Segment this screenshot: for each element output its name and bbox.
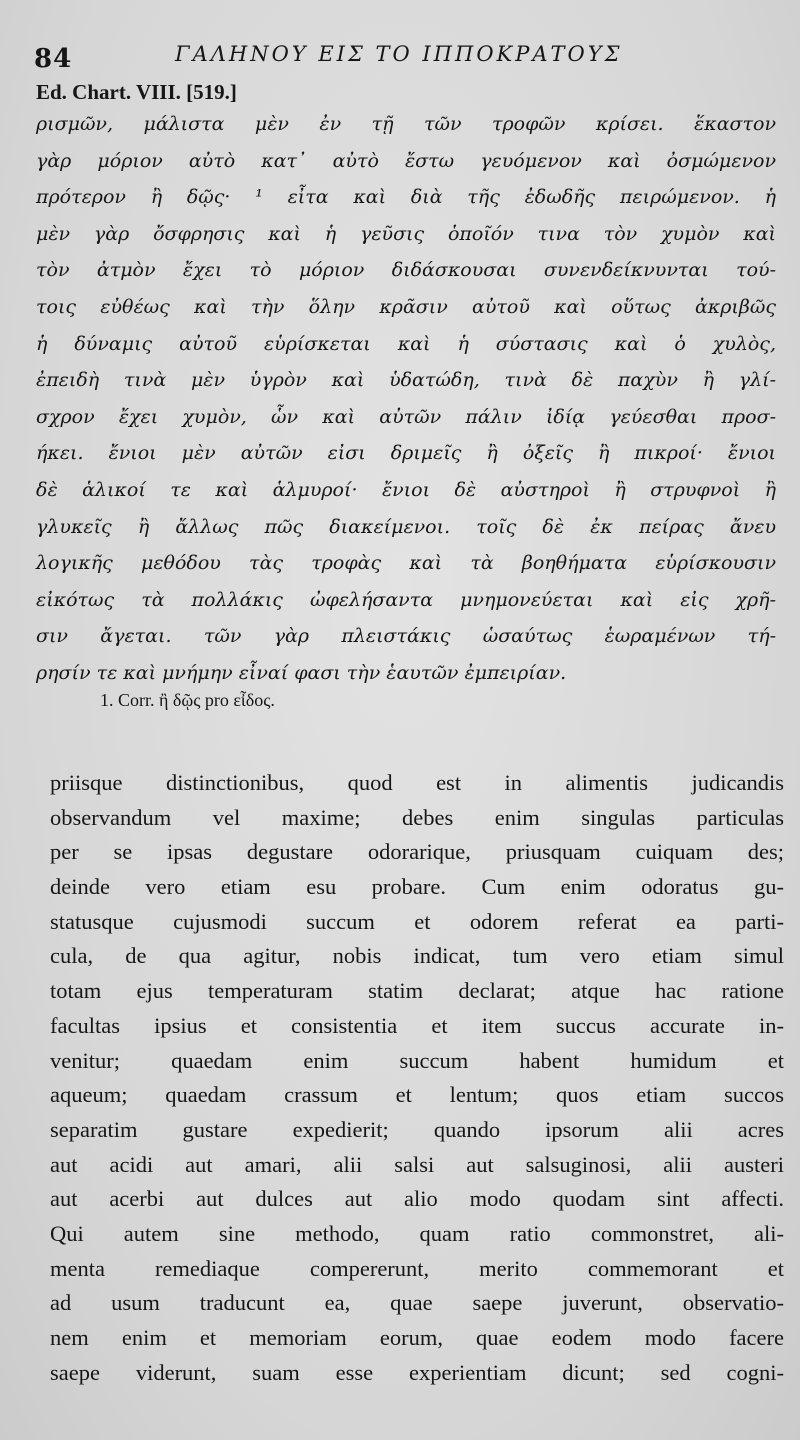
latin-line: aut acidi aut amari, alii salsi aut salsuginosi, alii austeri (50, 1151, 784, 1177)
latin-line: saepe viderunt, suam esse experientiam dicunt; sed cogni- (50, 1359, 784, 1385)
greek-line: τοις εὐθέως καὶ τὴν ὅλην κρᾶσιν αὐτοῦ καὶ οὕτως ἀκριβῶς (36, 295, 776, 318)
latin-line: Qui autem sine methodo, quam ratio commonstret, ali- (50, 1220, 784, 1246)
greek-line: ἐπειδὴ τινὰ μὲν ὑγρὸν καὶ ὑδατώδη, τινὰ δὲ παχὺν ἢ γλί- (36, 369, 776, 392)
latin-line: totam ejus temperaturam statim declarat; atque hac ratione (50, 978, 784, 1004)
page-number: 84 (34, 44, 73, 74)
latin-line: observandum vel maxime; debes enim singulas particulas (50, 804, 784, 830)
latin-line: facultas ipsius et consistentia et item succus accurate in- (50, 1012, 784, 1038)
greek-text-block (36, 106, 776, 692)
greek-line: ρησίν τε καὶ μνήμην εἶναί φασι τὴν ἑαυτῶν ἐμπειρίαν. (36, 661, 567, 684)
greek-line: ρισμῶν, μάλιστα μὲν ἐν τῇ τῶν τροφῶν κρίσει. ἕκαστον (36, 113, 776, 135)
latin-line: cula, de qua agitur, nobis indicat, tum vero etiam simul (50, 943, 784, 969)
latin-line: venitur; quaedam enim succum habent humidum et (50, 1047, 784, 1073)
greek-line: δὲ ἁλικοί τε καὶ ἁλμυροί· ἔνιοι δὲ αὐστηροὶ ἢ στρυφνοὶ ἢ (36, 478, 776, 501)
greek-line: πρότερον ἢ δῷς· ¹ εἶτα καὶ διὰ τῆς ἐδωδῆς πειρώμενον. ἡ (36, 186, 776, 209)
edition-reference: Ed. Chart. VIII. [519.] (36, 80, 237, 104)
latin-line: aqueum; quaedam crassum et lentum; quos etiam succos (50, 1082, 784, 1108)
greek-line: λογικῆς μεθόδου τὰς τροφὰς καὶ τὰ βοηθήματα εὑρίσκουσιν (36, 552, 776, 575)
latin-line: aut acerbi aut dulces aut alio modo quodam sint affecti. (50, 1186, 784, 1212)
greek-line: ἡ δύναμις αὐτοῦ εὑρίσκεται καὶ ἡ σύστασις καὶ ὁ χυλὸς, (36, 332, 776, 355)
running-head: ΓΑΛΗΝΟΥ ΕΙΣ ΤΟ ΙΠΠΟΚΡΑΤΟΥΣ (175, 42, 623, 66)
greek-line: γὰρ μόριον αὐτὸ κατ᾽ αὐτὸ ἔστω γευόμενον καὶ ὀσμώμενον (36, 149, 776, 172)
latin-line: priisque distinctionibus, quod est in alimentis judicandis (50, 770, 784, 795)
greek-line: μὲν γὰρ ὄσφρησις καὶ ἡ γεῦσις ὁποῖόν τινα τὸν χυμὸν καὶ (36, 222, 776, 245)
greek-line: ήκει. ἔνιοι μὲν αὐτῶν εἰσι δριμεῖς ἢ ὀξεῖς ἢ πικροί· ἔνιοι (36, 442, 776, 465)
greek-line: σχρον ἔχει χυμὸν, ὧν καὶ αὐτῶν πάλιν ἰδίᾳ γεύεσθαι προσ- (36, 405, 776, 428)
latin-text-block (50, 766, 784, 1390)
latin-line: separatim gustare expedierit; quando ipsorum alii acres (50, 1116, 784, 1142)
latin-line: statusque cujusmodi succum et odorem referat ea parti- (50, 908, 784, 934)
latin-line: deinde vero etiam esu probare. Cum enim odoratus gu- (50, 874, 784, 900)
greek-line: εἰκότως τὰ πολλάκις ὠφελήσαντα μνημονεύεται καὶ εἰς χρῆ- (36, 588, 776, 611)
greek-line: σιν ἄγεται. τῶν γὰρ πλειστάκις ὡσαύτως ἑωραμένων τή- (36, 625, 776, 648)
latin-line: nem enim et memoriam eorum, quae eodem modo facere (50, 1325, 784, 1350)
latin-line: ad usum traducunt ea, quae saepe juverunt, observatio- (50, 1290, 784, 1316)
greek-line: γλυκεῖς ἢ ἄλλως πῶς διακείμενοι. τοῖς δὲ ἐκ πείρας ἄνευ (36, 515, 776, 538)
footnote: 1. Corr. ἢ δῷς pro εἶδος. (100, 690, 275, 710)
greek-line: τὸν ἀτμὸν ἔχει τὸ μόριον διδάσκουσαι συνενδείκνυνται τού- (36, 259, 776, 282)
latin-line: menta remediaque compererunt, merito commemorant et (50, 1255, 784, 1281)
latin-line: per se ipsas degustare odorarique, priusquam cuiquam des; (50, 839, 784, 865)
